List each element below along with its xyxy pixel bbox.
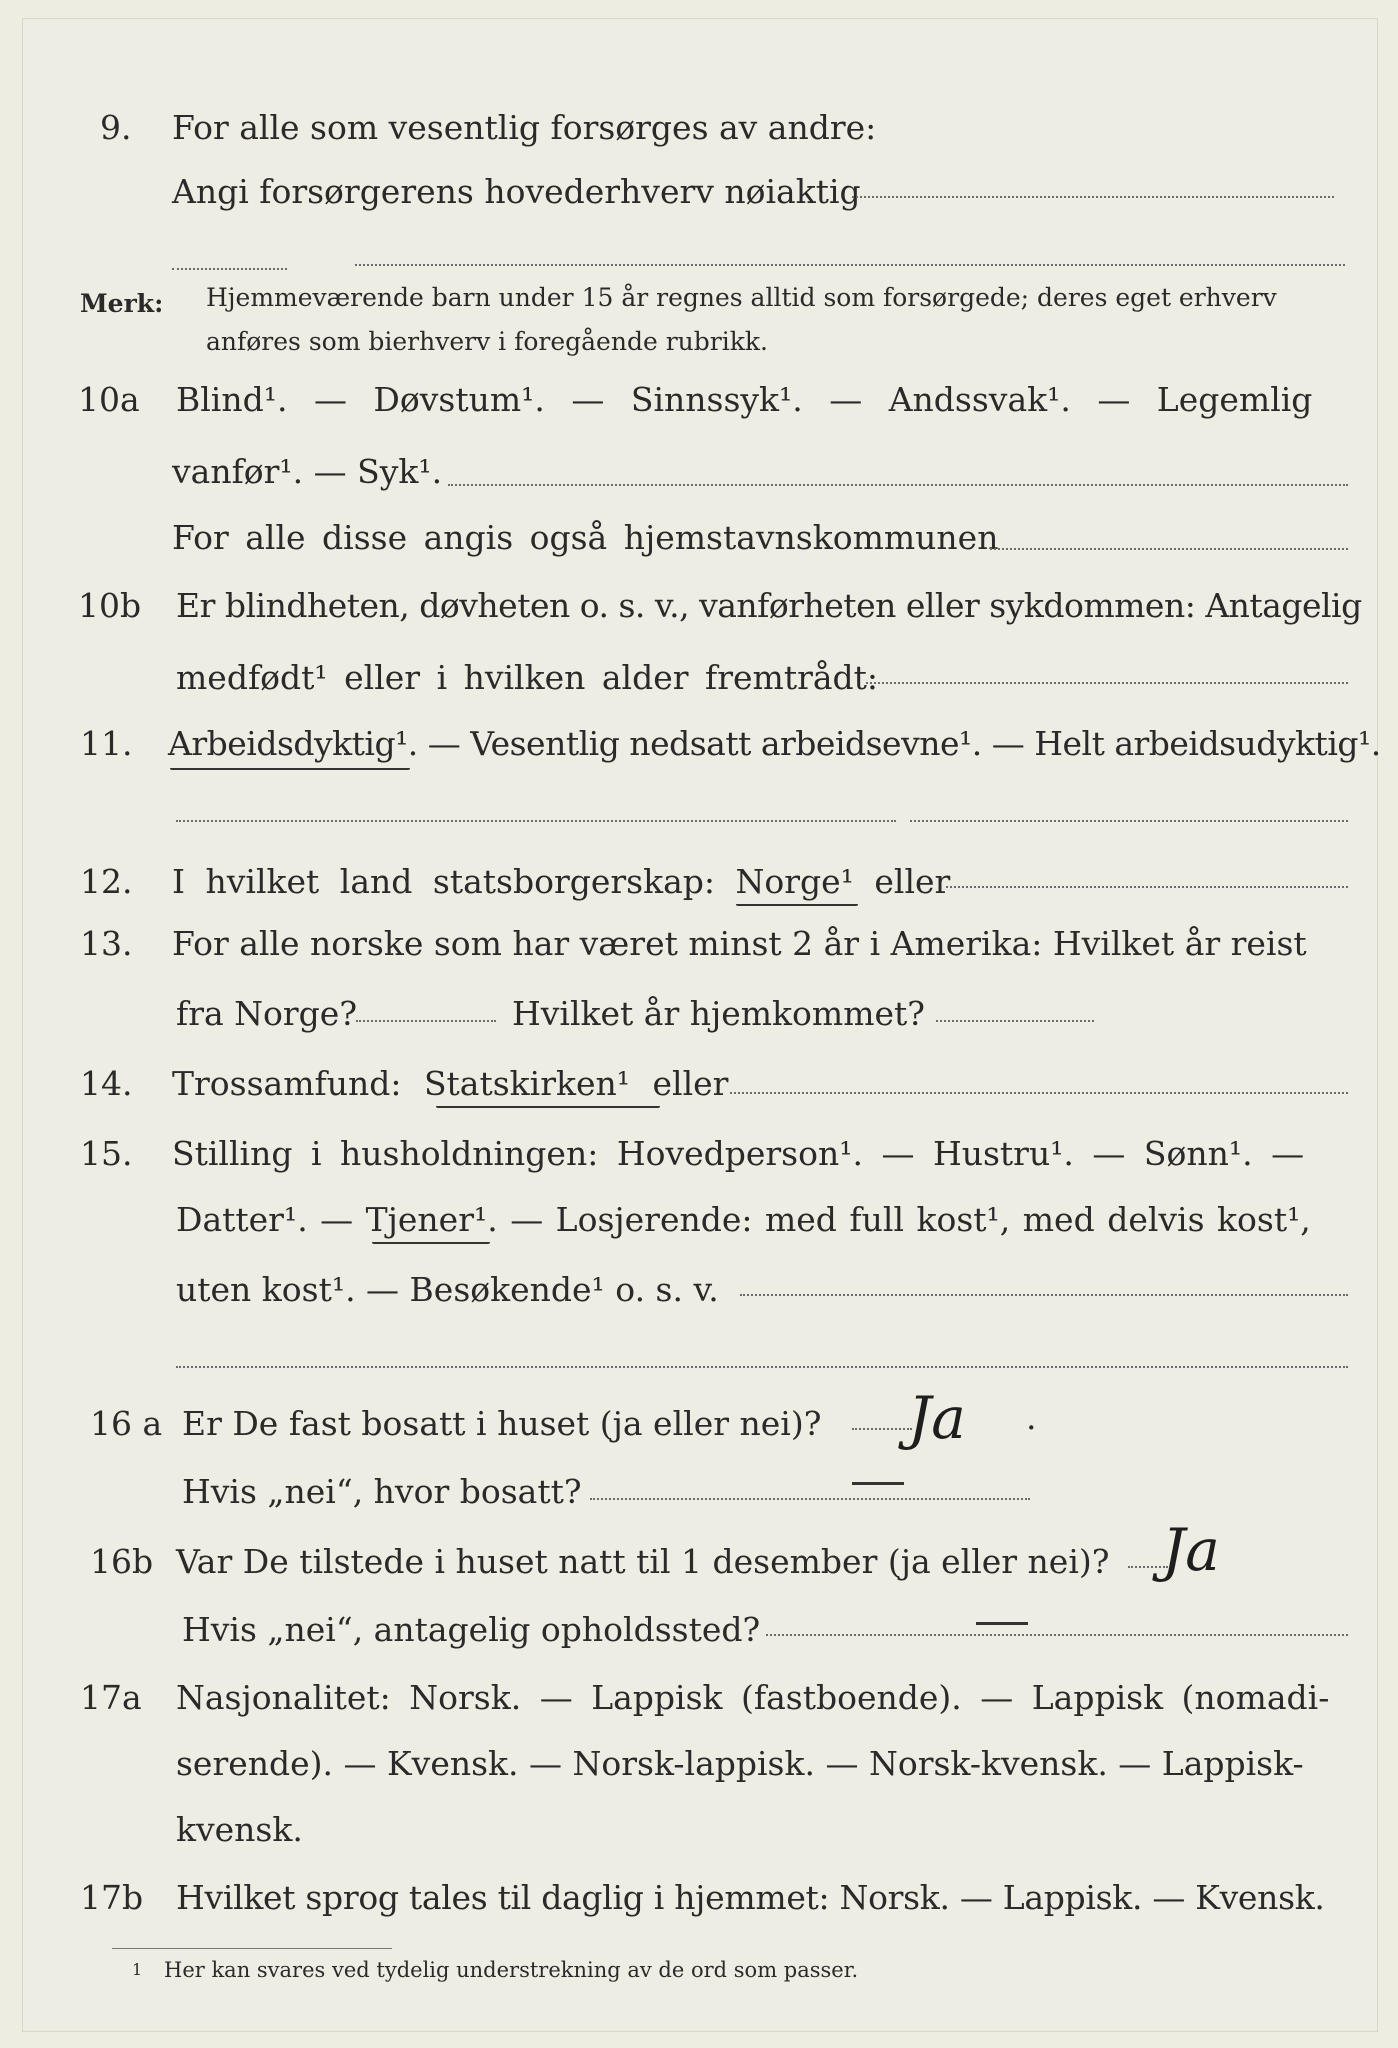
q13-departure-year-line[interactable] [356,1020,496,1022]
q11-answer-line-a[interactable] [176,820,896,822]
q15-line-1: Stilling i husholdningen: Hovedperson¹. — Hustru¹. — Sønn¹. — [172,1134,1305,1173]
q15-answer-line-2[interactable] [176,1366,1348,1368]
q17a-line-1: Nasjonalitet: Norsk. — Lappisk (fastboende). — Lappisk (nomadi- [176,1678,1330,1717]
q16b-handwritten-dash [976,1622,1028,1625]
q17a-line-2: serende). — Kvensk. — Norsk-lappisk. — Norsk-kvensk. — Lappisk- [176,1744,1304,1783]
q10b-line-1: Er blindheten, døvheten o. s. v., vanførheten eller sykdommen: Antagelig [176,586,1362,625]
q16b-whereabouts-line[interactable] [766,1634,1348,1636]
q10a-line-2: vanfør¹. — Syk¹. [172,452,443,491]
q9-answer-line[interactable] [852,196,1334,198]
q16a-line-2: Hvis „nei“, hvor bosatt? [182,1472,582,1511]
q17b-line-1: Hvilket sprog tales til daglig i hjemmet: Norsk. — Lappisk. — Kvensk. [176,1878,1325,1917]
q14-answer-line[interactable] [730,1092,1348,1094]
q10a-line-1: Blind¹. — Døvstum¹. — Sinnssyk¹. — Andssvak¹. — Legemlig [176,380,1313,419]
q11-answer-line-b[interactable] [910,820,1348,822]
q15-number: 15. [80,1134,133,1173]
q10a-line-3: For alle disse angis også hjemstavnskommunen [172,518,999,557]
q14-statskirken-underline [436,1106,660,1108]
q13-return-year-line[interactable] [936,1020,1094,1022]
q10b-answer-line[interactable] [866,682,1348,684]
q9-number: 9. [100,108,132,147]
footnote-mark: 1 [132,1960,143,1979]
q13-return: Hvilket år hjemkommet? [512,994,925,1033]
q17a-line-3: kvensk. [176,1810,303,1849]
q15-line-3: uten kost¹. — Besøkende¹ o. s. v. [176,1270,719,1309]
q12-answer-line[interactable] [946,886,1348,888]
q16a-handwritten-answer: Ja [908,1384,966,1452]
q16b-line-2: Hvis „nei“, antagelig opholdssted? [182,1610,761,1649]
q10a-number: 10a [78,380,140,419]
q15-tjener-underline [372,1242,490,1244]
q12-number: 12. [80,862,133,901]
q10b-line-2: medfødt¹ eller i hvilken alder fremtrådt: [176,658,879,697]
q16a-answer-line[interactable] [852,1428,912,1430]
q12-norge-underline [736,904,858,906]
q11-arbeidsdyktig-underline [170,768,410,770]
footnote-text: Her kan svares ved tydelig understrekning av de ord som passer. [164,1958,859,1982]
q16b-handwritten-answer: Ja [1162,1516,1220,1584]
q16a-line-1: Er De fast bosatt i huset (ja eller nei)? [182,1404,822,1443]
q9-instruction: Angi forsørgerens hovederhverv nøiaktig [172,172,861,211]
q10a-hometown-line[interactable] [990,548,1348,550]
q9-answer-line-2b[interactable] [355,264,1345,266]
q16a-handwritten-dash [852,1482,904,1485]
q10b-number: 10b [78,586,142,625]
q16a-residence-line[interactable] [590,1498,1030,1500]
q15-answer-line[interactable] [740,1294,1348,1296]
q17b-number: 17b [80,1878,144,1917]
footnote-rule [112,1948,392,1949]
q16b-line-1: Var De tilstede i huset natt til 1 desember (ja eller nei)? [176,1542,1110,1581]
q13-line-1: For alle norske som har været minst 2 år i Amerika: Hvilket år reist [172,924,1307,963]
q14-line-1: Trossamfund: Statskirken¹ eller [172,1064,729,1103]
q12-line-1: I hvilket land statsborgerskap: Norge¹ eller [172,862,951,901]
q17a-number: 17a [80,1678,142,1717]
q16a-dot: . [1026,1398,1037,1437]
q13-left-norway: fra Norge? [176,994,358,1033]
q9-question: For alle som vesentlig forsørges av andre: [172,108,877,147]
q10a-answer-line[interactable] [448,484,1348,486]
q16a-number: 16 a [90,1404,163,1443]
q14-number: 14. [80,1064,133,1103]
q13-number: 13. [80,924,133,963]
q11-number: 11. [80,724,133,763]
merk-line-2: anføres som bierhverv i foregående rubrikk. [206,327,768,356]
q9-answer-line-2a[interactable] [172,268,287,270]
merk-label: Merk: [80,289,164,318]
q16b-number: 16b [90,1542,154,1581]
q11-line-1: Arbeidsdyktig¹. — Vesentlig nedsatt arbeidsevne¹. — Helt arbeidsudyktig¹. [168,724,1381,763]
q15-line-2: Datter¹. — Tjener¹. — Losjerende: med full kost¹, med delvis kost¹, [176,1200,1311,1239]
merk-line-1: Hjemmeværende barn under 15 år regnes alltid som forsørgede; deres eget erhverv [206,283,1277,312]
